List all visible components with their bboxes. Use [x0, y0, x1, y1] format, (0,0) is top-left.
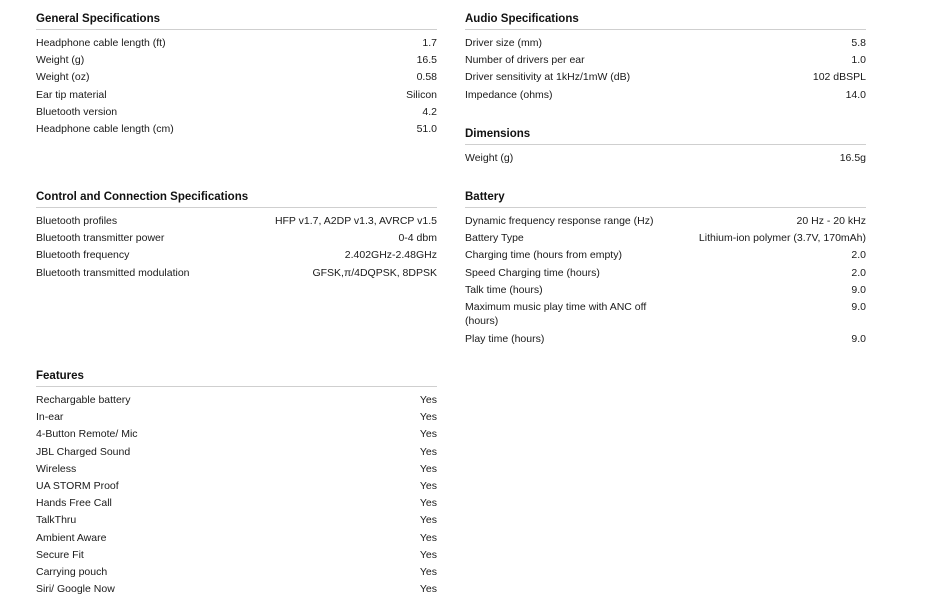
spec-label: Speed Charging time (hours): [465, 266, 600, 279]
spec-label: Driver sensitivity at 1kHz/1mW (dB): [465, 71, 631, 84]
feature-label: Hands Free Call: [36, 497, 112, 510]
features-section: [36, 369, 437, 599]
feature-row: [36, 479, 437, 494]
spec-label: Dynamic frequency response range (Hz): [465, 215, 654, 227]
feature-row: [36, 548, 437, 563]
feature-row: [36, 427, 437, 442]
spec-label: Play time (hours): [465, 332, 545, 345]
spec-row: [36, 105, 437, 120]
spec-row: [465, 300, 866, 329]
spec-label: Weight (g): [465, 152, 514, 164]
spec-value: 20 Hz - 20 kHz: [796, 215, 866, 227]
feature-value: Yes: [419, 394, 437, 406]
spec-value: 0.58: [416, 71, 437, 84]
spec-value: 9.0: [851, 300, 866, 313]
spec-list: [36, 36, 437, 136]
feature-row: [36, 565, 437, 580]
spec-label: Charging time (hours from empty): [465, 249, 622, 262]
feature-label: Wireless: [36, 462, 77, 475]
spec-row: [465, 248, 866, 263]
spec-value: GFSK,π/4DQPSK, 8DPSK: [312, 266, 437, 279]
spec-list: [36, 393, 437, 597]
feature-label: Siri/ Google Now: [36, 583, 115, 596]
spec-row: [465, 283, 866, 298]
spec-label: Headphone cable length (cm): [36, 122, 174, 135]
spec-row: [465, 151, 866, 166]
spec-row: [465, 214, 866, 229]
spec-row: [465, 231, 866, 246]
spec-label: Weight (oz): [36, 71, 90, 84]
section-title: Features: [36, 370, 84, 382]
feature-value: Yes: [419, 497, 437, 510]
feature-value: Yes: [419, 583, 437, 596]
battery-section: [465, 190, 866, 349]
section-divider: [465, 29, 866, 30]
spec-row: [465, 332, 866, 347]
spec-row: [36, 248, 437, 263]
feature-row: [36, 496, 437, 511]
feature-value: Yes: [419, 565, 437, 578]
feature-value: Yes: [419, 531, 437, 544]
section-divider: [36, 207, 437, 208]
spec-label: Bluetooth transmitted modulation: [36, 266, 190, 279]
spec-list: [465, 214, 866, 346]
spec-list: [465, 36, 866, 102]
spec-row: [36, 36, 437, 51]
spec-label: Driver size (mm): [465, 37, 542, 49]
spec-value: 2.0: [851, 249, 866, 262]
spec-row: [465, 36, 866, 51]
control-connection-section: [36, 190, 437, 283]
feature-value: Yes: [419, 462, 437, 475]
spec-row: [465, 70, 866, 85]
feature-value: Yes: [419, 479, 437, 492]
spec-value: 14.0: [845, 88, 866, 101]
spec-row: [36, 214, 437, 229]
spec-row: [465, 88, 866, 103]
spec-label: Talk time (hours): [465, 283, 543, 296]
feature-row: [36, 393, 437, 408]
spec-row: [36, 53, 437, 68]
spec-label: Ear tip material: [36, 88, 107, 101]
spec-row: [36, 231, 437, 246]
spec-value: 16.5g: [839, 152, 866, 164]
feature-row: [36, 462, 437, 477]
feature-label: JBL Charged Sound: [36, 445, 131, 458]
section-divider: [36, 386, 437, 387]
feature-label: Rechargable battery: [36, 394, 131, 406]
feature-value: Yes: [419, 514, 437, 527]
feature-label: 4-Button Remote/ Mic: [36, 428, 138, 441]
spec-value: 51.0: [416, 122, 437, 135]
section-title: Dimensions: [465, 128, 531, 140]
section-title: Control and Connection Specifications: [36, 191, 249, 203]
section-divider: [465, 207, 866, 208]
spec-value: HFP v1.7, A2DP v1.3, AVRCP v1.5: [274, 215, 437, 227]
spec-value: 2.402GHz-2.48GHz: [344, 249, 437, 262]
spec-list: [465, 151, 866, 166]
spec-label: Weight (g): [36, 54, 85, 67]
section-title: General Specifications: [36, 13, 160, 25]
feature-value: Yes: [419, 411, 437, 424]
spec-value: 2.0: [851, 266, 866, 279]
section-title: Battery: [465, 191, 505, 203]
section-divider: [36, 29, 437, 30]
feature-value: Yes: [419, 445, 437, 458]
spec-value: 4.2: [422, 105, 437, 118]
feature-label: In-ear: [36, 411, 64, 424]
spec-row: [36, 266, 437, 281]
spec-value: 9.0: [851, 283, 866, 296]
spec-label: Bluetooth frequency: [36, 249, 130, 262]
feature-row: [36, 582, 437, 597]
feature-label: Ambient Aware: [36, 531, 107, 544]
spec-row: [465, 266, 866, 281]
spec-row: [36, 88, 437, 103]
spec-label: Impedance (ohms): [465, 88, 553, 101]
spec-row: [36, 70, 437, 85]
feature-row: [36, 531, 437, 546]
feature-row: [36, 445, 437, 460]
spec-value: Silicon: [406, 88, 437, 101]
spec-value: 5.8: [851, 37, 866, 49]
audio-specifications-section: [465, 12, 866, 105]
spec-value: 102 dBSPL: [812, 71, 866, 84]
spec-value: 0-4 dbm: [398, 232, 437, 245]
section-divider: [465, 144, 866, 145]
feature-value: Yes: [419, 428, 437, 441]
spec-row: [465, 53, 866, 68]
feature-row: [36, 410, 437, 425]
feature-label: UA STORM Proof: [36, 479, 119, 492]
section-title: Audio Specifications: [465, 13, 579, 25]
feature-label: TalkThru: [36, 514, 77, 527]
feature-row: [36, 513, 437, 528]
spec-value: 9.0: [851, 332, 866, 345]
spec-value: Lithium-ion polymer (3.7V, 170mAh): [698, 232, 866, 245]
feature-value: Yes: [419, 548, 437, 561]
spec-label: Battery Type: [465, 232, 524, 245]
spec-label: Bluetooth transmitter power: [36, 232, 165, 245]
spec-label: Bluetooth profiles: [36, 215, 118, 227]
feature-label: Carrying pouch: [36, 565, 108, 578]
spec-label: Number of drivers per ear: [465, 54, 585, 67]
spec-list: [36, 214, 437, 280]
general-specifications-section: [36, 12, 437, 139]
spec-label: Bluetooth version: [36, 105, 118, 118]
feature-label: Secure Fit: [36, 548, 84, 561]
spec-label: Headphone cable length (ft): [36, 37, 166, 49]
dimensions-section: [465, 127, 866, 168]
spec-row: [36, 122, 437, 137]
spec-value: 16.5: [416, 54, 437, 67]
spec-value: 1.7: [422, 37, 437, 49]
spec-label: Maximum music play time with ANC off (hours): [465, 300, 647, 328]
spec-value: 1.0: [851, 54, 866, 67]
